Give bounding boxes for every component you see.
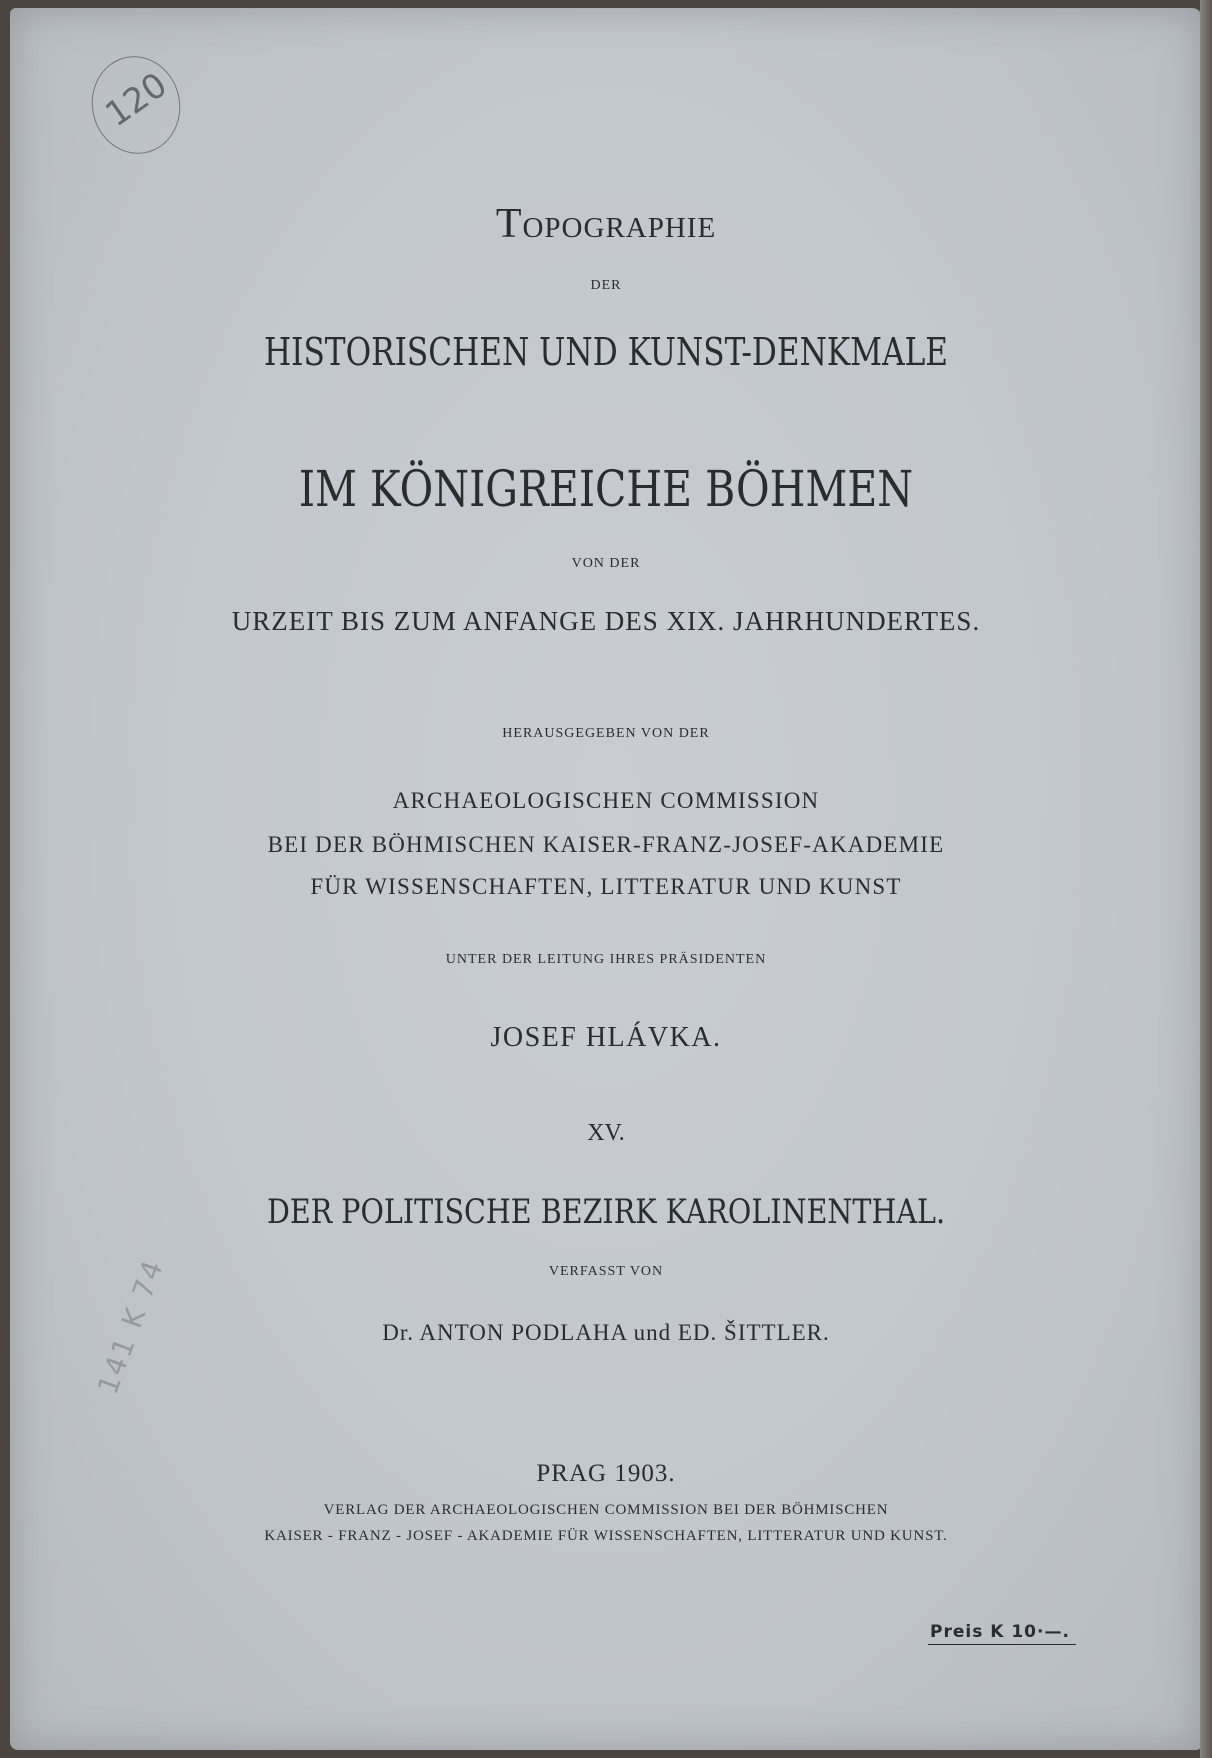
publisher-line-2: BEI DER BÖHMISCHEN KAISER-FRANZ-JOSEF-AKADEMIE <box>267 832 945 857</box>
title-line-3: URZEIT BIS ZUM ANFANGE DES XIX. JAHRHUNDERTES. <box>231 606 981 636</box>
volume-authors: Dr. ANTON PODLAHA und ED. ŠITTLER. <box>382 1320 830 1345</box>
title-topographie: Topographie <box>495 201 717 247</box>
pencil-side-note: 141 K 74 <box>90 1254 171 1399</box>
title-von-der: VON DER <box>571 556 641 571</box>
imprint-line-2: KAISER - FRANZ - JOSEF - AKADEMIE FÜR WISSENSCHAFTEN, LITTERATUR UND KUNST. <box>264 1528 948 1544</box>
pencil-catalog-number: 120 <box>98 65 175 135</box>
imprint-place-year: PRAG 1903. <box>536 1460 676 1487</box>
price-label: Preis K 10·—. <box>928 1622 1076 1645</box>
publisher-president: JOSEF HLÁVKA. <box>490 1022 722 1053</box>
publisher-line-3: FÜR WISSENSCHAFTEN, LITTERATUR UND KUNST <box>310 874 902 899</box>
volume-title: DER POLITISCHE BEZIRK KAROLINENTHAL. <box>266 1192 946 1232</box>
volume-verfasst: VERFASST VON <box>548 1264 664 1279</box>
title-line-1: HISTORISCHEN UND KUNST-DENKMALE <box>263 330 949 374</box>
volume-number: XV. <box>587 1120 625 1146</box>
imprint-line-1: VERLAG DER ARCHAEOLOGISCHEN COMMISSION BEI DER BÖHMISCHEN <box>323 1502 889 1518</box>
title-line-2: IM KÖNIGREICHE BÖHMEN <box>298 460 914 518</box>
publisher-herausgegeben: HERAUSGEGEBEN VON DER <box>502 726 710 741</box>
publisher-line-1: ARCHAEOLOGISCHEN COMMISSION <box>392 788 820 813</box>
publisher-leitung: UNTER DER LEITUNG IHRES PRÄSIDENTEN <box>445 952 767 967</box>
title-der: DER <box>590 278 622 293</box>
